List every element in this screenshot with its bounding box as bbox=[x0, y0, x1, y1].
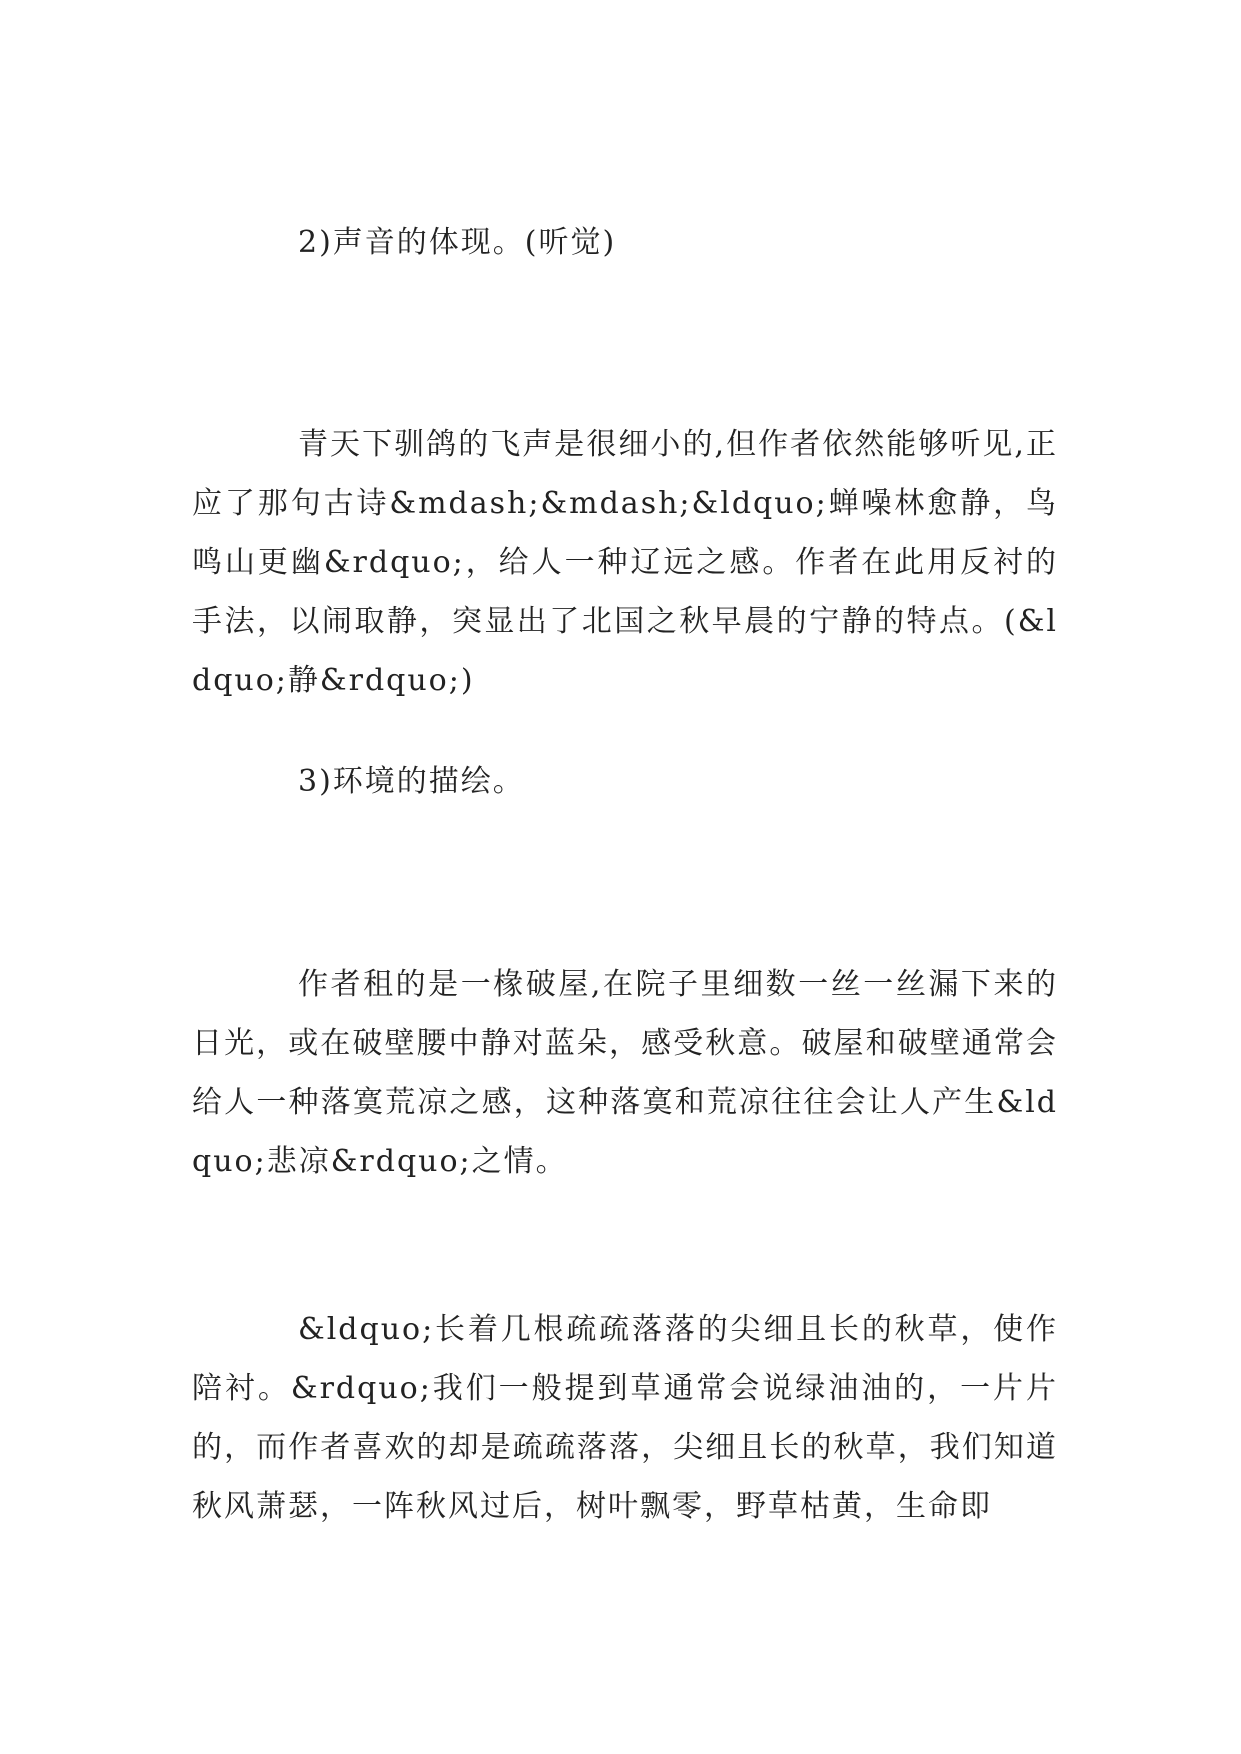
paragraph-autumn-grass: &ldquo;长着几根疏疏落落的尖细且长的秋草，使作陪衬。&rdquo;我们一般提到草通常会说绿油油的，一片片的，而作者喜欢的却是疏疏落落，尖细且长的秋草，我们知道秋风萧瑟，一阵秋风过后，树叶飘零，野草枯黄，生命即 bbox=[192, 1312, 1058, 1524]
section-heading-environment: 3)环境的描绘。 bbox=[298, 764, 525, 799]
paragraph-pigeon-sound: 青天下驯鸽的飞声是很细小的,但作者依然能够听见,正应了那句古诗&mdash;&mdash;&ldquo;蝉噪林愈静，鸟鸣山更幽&rdquo;，给人一种辽远之感。作者在此用反衬的手法，以闹取静，突显出了北国之秋早晨的宁静的特点。(&ldquo;静&rdquo;) bbox=[192, 427, 1058, 698]
section-heading-sound: 2)声音的体现。(听觉) bbox=[298, 225, 617, 260]
paragraph-broken-house: 作者租的是一椽破屋,在院子里细数一丝一丝漏下来的日光，或在破壁腰中静对蓝朵，感受秋意。破屋和破壁通常会给人一种落寞荒凉之感，这种落寞和荒凉往往会让人产生&ldquo;悲凉&rdquo;之情。 bbox=[192, 967, 1058, 1179]
